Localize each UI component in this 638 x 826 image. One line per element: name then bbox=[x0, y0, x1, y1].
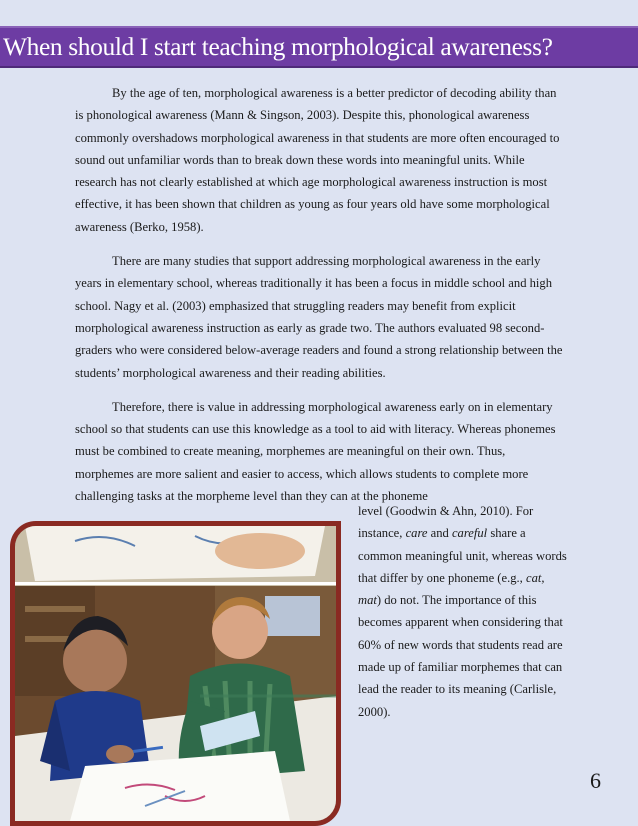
body-text bbox=[75, 82, 565, 519]
paragraph-3: Therefore, there is value in addressing morphological awareness early on in elementary school so that students can use this knowledge as a tool to aid with literacy. Whereas phonemes must be combined to create meaning, morphemes are meaningful on their own. Thus, morphemes are more salient and easier to access, which allows students to complete more challenging tasks at the morpheme level than they can at the phoneme bbox=[75, 399, 556, 504]
paragraph-2: There are many studies that support addressing morphological awareness in the early years in elementary school, whereas traditionally it has been a focus in middle school and high school. Nagy et al. (2003) emphasized that struggling readers may benefit from explicit morphological awareness instruction as early as grade two. The authors evaluated 98 second-graders who were considered below-average readers and found a strong relationship between the students’ morphological awareness and their reading abilities. bbox=[75, 254, 563, 380]
wrap-text-1: level (Goodwin & Ahn, 2010). For instance, bbox=[358, 504, 534, 541]
wrapped-paragraph bbox=[358, 500, 570, 723]
page-number: 6 bbox=[590, 768, 601, 793]
wrap-text-2: and bbox=[427, 526, 452, 541]
classroom-photo-illustration bbox=[15, 526, 336, 821]
title-banner bbox=[0, 26, 638, 68]
example-word-careful: careful bbox=[451, 526, 488, 541]
paragraph-1: By the age of ten, morphological awareness is a better predictor of decoding ability than is phonological awareness (Mann & Singson, 2003). Despite this, phonological awareness commonly overshadows morphological awareness in that students are more often encouraged to sound out unfamiliar words than to break down these words into meaningful units. While research has not clearly established at which age morphological awareness instruction is most effective, it has been shown that children as young as four years old have some morphological awareness (Berko, 1958). bbox=[75, 86, 560, 234]
page-title: When should I start teaching morphological awareness? bbox=[3, 32, 553, 61]
wrap-text-3: share a common meaningful unit, whereas words that differ by one phoneme (e.g., bbox=[358, 526, 567, 585]
example-words-cat-mat: cat, mat bbox=[358, 570, 545, 608]
example-word-care: care bbox=[405, 526, 428, 541]
classroom-photo bbox=[10, 521, 341, 826]
wrap-text-4: ) do not. The importance of this becomes apparent when considering that 60% of new words that students read are made up of familiar morphemes that can lead the reader to its meaning (Carlisle, 2000). bbox=[358, 593, 563, 719]
